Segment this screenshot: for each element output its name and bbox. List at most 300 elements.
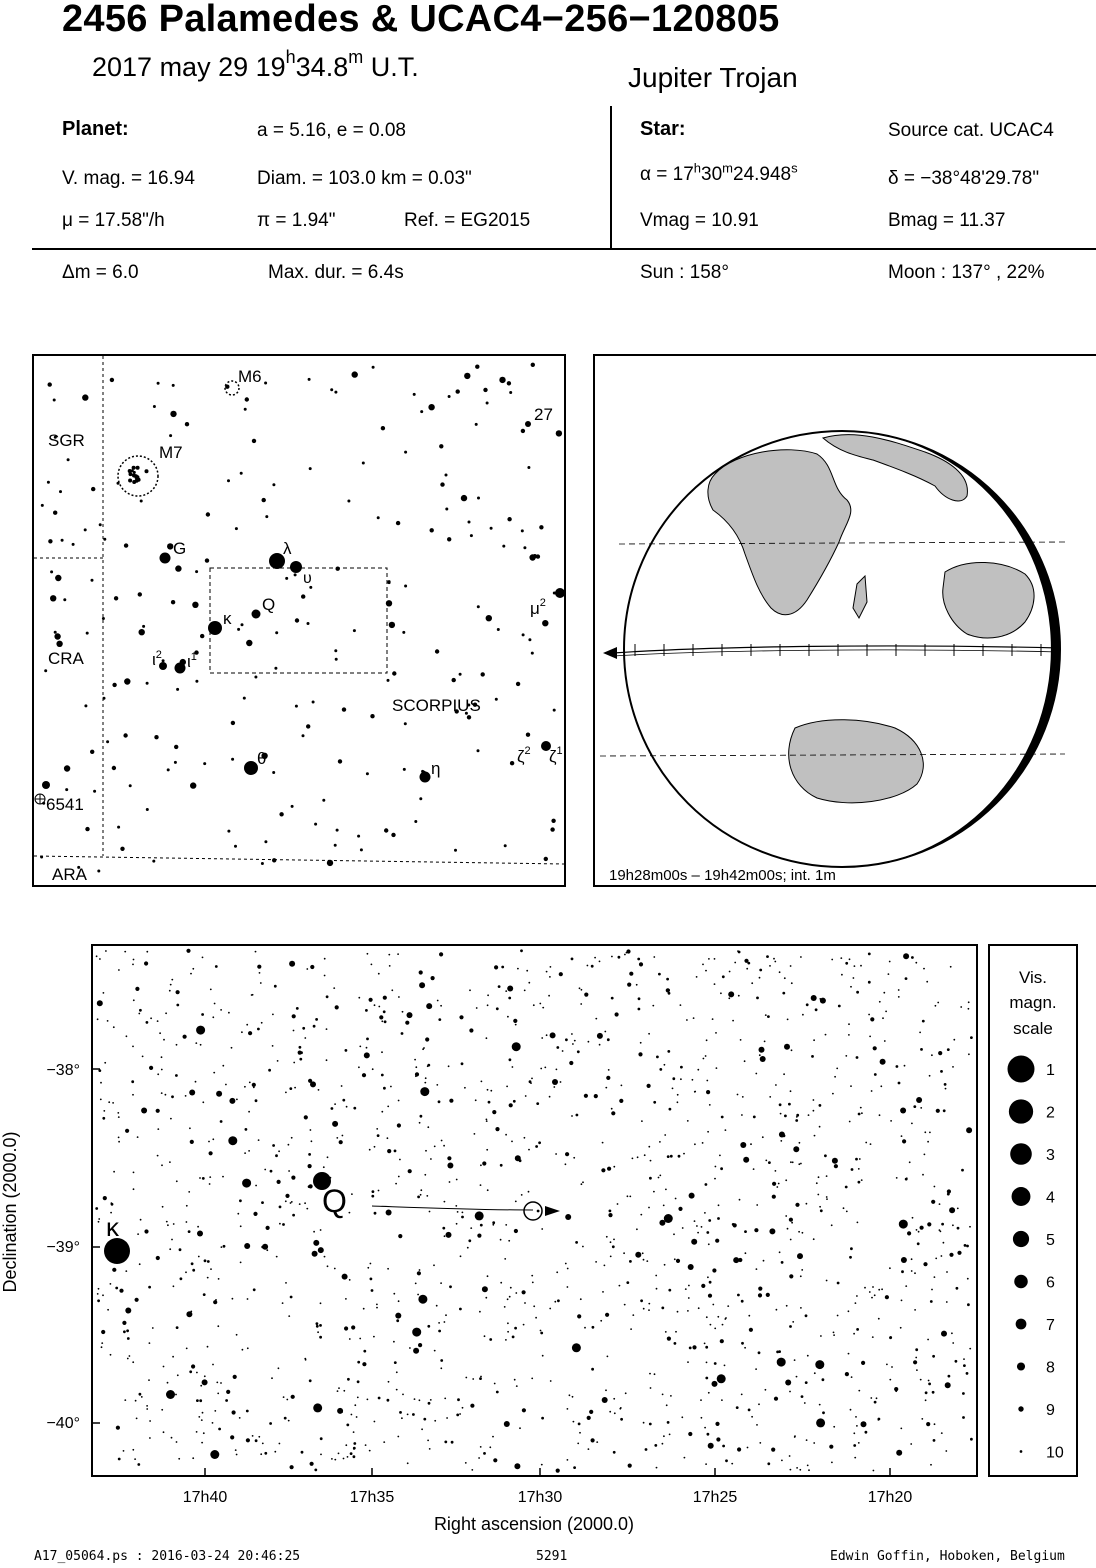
field-star — [932, 1391, 935, 1394]
field-star — [876, 1397, 878, 1399]
legend-dot — [1017, 1362, 1025, 1370]
legend-label: 7 — [1046, 1317, 1055, 1334]
field-star — [819, 1126, 821, 1128]
field-star — [562, 1050, 564, 1052]
finder-field-star — [264, 382, 267, 385]
field-star — [853, 1333, 855, 1335]
field-star — [756, 1424, 758, 1426]
field-star — [874, 1401, 877, 1404]
field-star — [323, 1166, 325, 1168]
field-star — [528, 1191, 530, 1193]
star-upsilon — [290, 561, 302, 573]
field-star — [960, 1006, 962, 1008]
finder-field-star — [124, 543, 128, 547]
field-star — [387, 1149, 391, 1153]
field-star — [425, 1150, 427, 1152]
field-star — [208, 1141, 210, 1143]
planet-vmag: V. mag. = 16.94 — [62, 168, 195, 189]
field-star — [715, 1166, 717, 1168]
moon-elongation: Moon : 137° , 22% — [888, 262, 1045, 283]
field-star — [292, 1014, 296, 1018]
field-star — [440, 1367, 442, 1369]
finder-field-star — [366, 772, 369, 775]
field-star — [834, 1164, 838, 1168]
field-star — [507, 1298, 509, 1300]
finder-field-star — [86, 632, 89, 635]
field-star — [688, 1285, 690, 1287]
star-mu2 — [555, 588, 564, 598]
field-star — [667, 1337, 671, 1341]
field-star — [900, 1428, 902, 1430]
field-star — [212, 1364, 214, 1366]
field-star — [733, 1223, 737, 1227]
field-star — [464, 1087, 466, 1089]
field-star — [968, 1008, 970, 1010]
finder-field-star — [507, 381, 511, 385]
field-star — [244, 1152, 246, 1154]
field-star — [331, 1458, 333, 1460]
field-star — [772, 1195, 776, 1199]
field-star — [544, 1067, 546, 1069]
legend-dot — [1010, 1143, 1032, 1165]
field-star — [139, 1263, 141, 1265]
field-star — [767, 1015, 770, 1018]
field-star — [797, 1253, 803, 1259]
field-star — [533, 1004, 535, 1006]
finder-field-star — [167, 768, 170, 771]
field-star — [659, 1175, 661, 1177]
field-star — [137, 1233, 139, 1235]
field-star — [650, 1160, 652, 1162]
field-star — [492, 1436, 494, 1438]
finder-field-star — [252, 439, 256, 443]
field-star — [838, 1005, 841, 1008]
field-star — [447, 1163, 453, 1169]
footer-file: A17_05064.ps : 2016-03-24 20:46:25 — [34, 1549, 301, 1564]
finder-field-star — [420, 410, 423, 413]
finder-field-star — [523, 546, 526, 549]
field-star — [343, 1390, 345, 1392]
field-star — [967, 1303, 970, 1306]
field-star — [632, 1314, 634, 1316]
field-star — [228, 1136, 237, 1145]
finder-field-star — [245, 397, 249, 401]
field-star — [648, 1207, 650, 1209]
field-star — [689, 1193, 695, 1199]
field-star — [418, 1295, 427, 1304]
field-star — [885, 1295, 889, 1299]
field-star — [722, 975, 725, 978]
field-star — [202, 1101, 204, 1103]
field-star — [417, 1196, 420, 1199]
field-star — [706, 1362, 708, 1364]
label-theta: θ — [257, 749, 267, 768]
field-star — [688, 1432, 692, 1436]
finder-field-star — [162, 659, 165, 662]
field-star — [207, 1277, 209, 1279]
field-star — [898, 1082, 901, 1085]
field-star — [430, 1399, 432, 1401]
field-star — [347, 1378, 350, 1381]
field-star — [748, 1315, 750, 1317]
field-star — [172, 1356, 174, 1358]
field-star — [233, 1375, 237, 1379]
field-star — [132, 1361, 134, 1363]
field-star — [724, 1365, 726, 1367]
finder-field-star — [307, 622, 310, 625]
field-star — [427, 1065, 429, 1067]
field-star — [226, 1390, 230, 1394]
field-star — [652, 1005, 654, 1007]
field-star — [449, 1099, 453, 1103]
field-star — [858, 1168, 860, 1170]
field-star — [489, 1446, 491, 1448]
field-star — [271, 1377, 273, 1379]
field-star — [396, 1371, 398, 1373]
field-star — [213, 1072, 215, 1074]
finder-field-star — [200, 634, 204, 638]
legend-dot — [1020, 1450, 1023, 1453]
field-star — [440, 1359, 443, 1362]
field-star — [873, 1470, 875, 1472]
star-iota2 — [159, 662, 167, 670]
field-star — [929, 1132, 931, 1134]
field-star — [167, 1224, 169, 1226]
field-star — [619, 1285, 621, 1287]
field-star — [369, 1450, 371, 1452]
field-star — [176, 1441, 178, 1443]
field-star — [694, 1220, 696, 1222]
field-star — [850, 1247, 853, 1250]
field-star — [917, 1242, 920, 1245]
field-star — [366, 1038, 369, 1041]
field-star — [165, 1012, 167, 1014]
field-star — [789, 1274, 793, 1278]
field-star — [798, 1163, 800, 1165]
field-star — [858, 1442, 860, 1444]
field-star — [535, 1145, 538, 1148]
field-star — [641, 1120, 643, 1122]
field-star — [584, 993, 588, 997]
field-star — [367, 953, 369, 955]
field-star — [526, 970, 528, 972]
field-star — [420, 1087, 429, 1096]
x-tick-label: 17h30 — [517, 1489, 563, 1506]
field-star — [133, 959, 135, 961]
field-star — [589, 1410, 593, 1414]
field-star — [951, 1332, 953, 1334]
label-ara: ARA — [52, 865, 87, 884]
field-star — [500, 1282, 502, 1284]
field-star — [291, 1137, 293, 1139]
field-star — [161, 1164, 163, 1166]
field-star — [156, 1109, 160, 1113]
finder-field-star — [544, 857, 548, 861]
field-star — [778, 1183, 780, 1185]
finder-field-star — [362, 462, 365, 465]
field-star — [837, 1282, 840, 1285]
finder-field-star — [384, 828, 388, 832]
field-star — [407, 1012, 413, 1018]
field-star — [712, 1381, 718, 1387]
field-star — [319, 1324, 322, 1327]
field-star — [795, 1119, 798, 1122]
field-star — [346, 1424, 349, 1427]
field-star — [338, 1387, 340, 1389]
field-star — [132, 1046, 134, 1048]
field-star — [573, 1466, 576, 1469]
field-star — [189, 1127, 191, 1129]
field-star — [613, 1451, 616, 1454]
finder-field-star — [550, 827, 554, 831]
field-star — [310, 1129, 312, 1131]
legend-label: 6 — [1046, 1274, 1055, 1292]
finder-field-star — [381, 426, 385, 430]
field-star — [541, 1228, 543, 1230]
field-star — [881, 1288, 883, 1290]
field-star — [658, 973, 661, 976]
field-star — [879, 1001, 881, 1003]
field-star — [601, 1168, 605, 1172]
field-star — [784, 1115, 787, 1118]
field-star — [306, 968, 308, 970]
field-star — [889, 1267, 891, 1269]
field-star — [783, 1073, 785, 1075]
field-star — [165, 1094, 167, 1096]
field-star — [800, 1275, 802, 1277]
field-star — [383, 1087, 386, 1090]
field-star — [685, 1288, 687, 1290]
field-star — [342, 1135, 344, 1137]
field-star — [316, 1322, 319, 1325]
field-star — [716, 1437, 720, 1441]
field-star — [374, 1146, 376, 1148]
field-star — [579, 987, 581, 989]
field-star — [345, 1298, 347, 1300]
field-star — [762, 1136, 764, 1138]
field-star — [923, 968, 925, 970]
field-star — [969, 1348, 971, 1350]
field-star — [717, 1374, 726, 1383]
field-star — [952, 1342, 954, 1344]
field-star — [349, 1338, 351, 1340]
field-star — [387, 1268, 389, 1270]
field-star — [820, 1335, 822, 1337]
field-star — [729, 971, 731, 973]
field-star — [769, 965, 771, 967]
field-star — [811, 995, 817, 1001]
field-star — [849, 1121, 851, 1123]
globe-map — [595, 356, 1096, 885]
field-star — [721, 1116, 724, 1119]
field-star — [750, 1143, 752, 1145]
finder-field-star — [272, 771, 275, 774]
field-star — [381, 1074, 384, 1077]
field-star — [884, 1040, 886, 1042]
field-star — [649, 1423, 652, 1426]
field-star — [190, 973, 192, 975]
field-star — [691, 1239, 697, 1245]
field-star — [861, 1421, 867, 1427]
field-star — [683, 1153, 685, 1155]
field-star — [941, 1223, 944, 1226]
field-star — [737, 1294, 740, 1297]
field-star — [768, 1161, 771, 1164]
field-star — [565, 1214, 571, 1220]
field-star — [789, 1218, 793, 1222]
finder-field-star — [240, 472, 243, 475]
field-star — [487, 1189, 489, 1191]
field-star — [515, 1292, 517, 1294]
field-star — [588, 1448, 590, 1450]
planet-parallax: π = 1.94" — [257, 210, 336, 231]
field-star — [864, 1287, 866, 1289]
field-star — [945, 1382, 951, 1388]
field-star — [118, 1137, 120, 1139]
field-star — [299, 1203, 301, 1205]
finder-field-star — [528, 638, 531, 641]
field-star — [513, 1019, 517, 1023]
label-iota1: $\iota^1$ — [187, 651, 197, 671]
field-star — [533, 1305, 535, 1307]
field-star — [921, 1418, 923, 1420]
finder-field-star — [146, 808, 149, 811]
field-star — [358, 997, 360, 999]
field-star — [467, 1247, 469, 1249]
field-star — [309, 1379, 312, 1382]
detail-plot-area — [92, 945, 977, 1476]
field-star — [817, 1194, 819, 1196]
label-m7: M7 — [159, 443, 183, 462]
field-star — [705, 1346, 708, 1349]
field-star — [938, 1051, 942, 1055]
m7-cluster-star — [136, 466, 140, 470]
field-star — [508, 997, 511, 1000]
field-star — [708, 1243, 710, 1245]
field-star — [188, 1191, 190, 1193]
field-star — [939, 1229, 941, 1231]
field-star — [117, 1112, 119, 1114]
field-star — [912, 1217, 914, 1219]
label-m6: M6 — [238, 367, 262, 386]
field-star — [157, 1073, 159, 1075]
finder-field-star — [124, 678, 130, 684]
finder-field-star — [477, 605, 480, 608]
field-star — [196, 1372, 198, 1374]
legend-label: 4 — [1046, 1189, 1055, 1207]
field-star — [916, 1369, 918, 1371]
field-star — [766, 1293, 770, 1297]
field-star — [606, 1236, 608, 1238]
finder-field-star — [174, 745, 178, 749]
y-tick-label: −40° — [46, 1415, 80, 1432]
field-star — [911, 956, 914, 959]
field-star — [531, 1275, 533, 1277]
field-star — [512, 1336, 515, 1339]
field-star — [448, 1065, 450, 1067]
field-star — [896, 1177, 898, 1179]
field-star — [378, 1397, 381, 1400]
field-star — [176, 1326, 179, 1329]
field-star — [832, 1158, 838, 1164]
field-star — [626, 1281, 629, 1284]
field-star — [582, 1246, 584, 1248]
field-star — [442, 1227, 445, 1230]
field-star — [753, 1116, 756, 1119]
finder-field-star — [521, 429, 525, 433]
field-star — [794, 1359, 796, 1361]
field-star — [649, 1373, 651, 1375]
field-star — [541, 1037, 543, 1039]
field-star — [429, 1448, 431, 1450]
field-star — [783, 1134, 786, 1137]
field-star — [607, 1038, 610, 1041]
field-star — [137, 1136, 139, 1138]
field-star — [162, 1206, 164, 1208]
field-star — [212, 1422, 214, 1424]
field-star — [577, 1050, 580, 1053]
field-star — [741, 1394, 743, 1396]
field-star — [398, 1100, 400, 1102]
field-star — [573, 1421, 575, 1423]
field-star — [706, 1316, 708, 1318]
field-star — [414, 1059, 416, 1061]
field-star — [285, 1194, 289, 1198]
field-star — [298, 1051, 302, 1055]
field-star — [655, 1275, 657, 1277]
field-star — [704, 1343, 706, 1345]
field-star — [668, 1289, 671, 1292]
field-star — [687, 1120, 689, 1122]
field-star — [704, 1427, 706, 1429]
finder-field-star — [140, 500, 143, 503]
legend-dot — [1009, 1099, 1033, 1123]
field-star — [878, 1318, 880, 1320]
label-mu2: $\mu^2$ — [530, 597, 546, 618]
m7-cluster-star — [135, 475, 139, 479]
field-star — [425, 1077, 427, 1079]
field-star — [758, 1403, 760, 1405]
field-star — [253, 1288, 256, 1291]
field-star — [505, 990, 507, 992]
finder-field-star — [169, 434, 172, 437]
finder-field-star — [419, 797, 422, 800]
field-star — [780, 1140, 782, 1142]
field-star — [157, 1155, 159, 1157]
field-star — [934, 1423, 936, 1425]
legend-label: 5 — [1046, 1232, 1055, 1249]
field-star — [107, 1309, 109, 1311]
field-star — [758, 1287, 762, 1291]
max-duration: Max. dur. = 6.4s — [268, 262, 404, 283]
finder-field-star — [265, 515, 268, 518]
finder-field-star — [90, 750, 94, 754]
field-star — [632, 1158, 634, 1160]
field-star — [507, 1322, 509, 1324]
field-star — [611, 997, 614, 1000]
field-star — [178, 1458, 180, 1460]
field-star — [515, 1201, 517, 1203]
field-star — [677, 1094, 679, 1096]
finder-field-star — [56, 641, 62, 647]
field-star — [190, 1140, 194, 1144]
field-star — [636, 984, 638, 986]
field-star — [140, 1219, 142, 1221]
field-star — [474, 1133, 476, 1135]
field-star — [270, 1170, 273, 1173]
field-star — [201, 1419, 203, 1421]
field-star — [537, 1210, 540, 1213]
